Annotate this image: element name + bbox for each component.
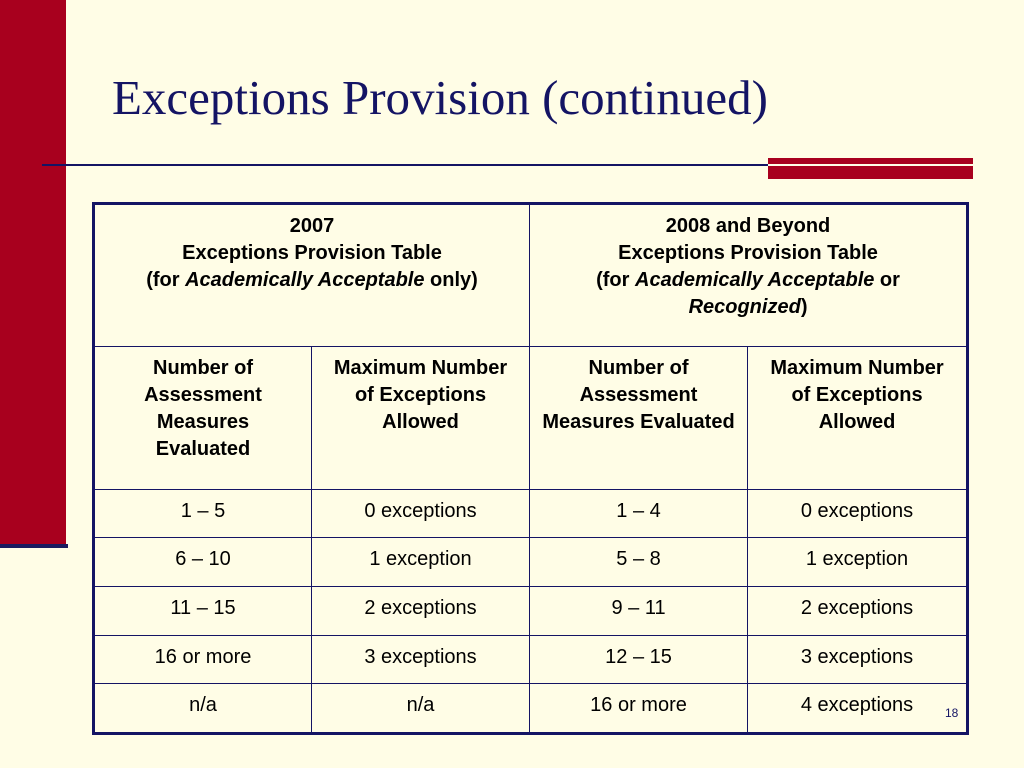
table-cell: 3 exceptions	[748, 635, 968, 684]
table-column-header-row	[94, 347, 968, 489]
exceptions-provision-table	[92, 202, 969, 735]
table-cell: 4 exceptions	[748, 684, 968, 734]
group-2007-scope-rating: Academically Acceptable	[185, 269, 425, 291]
group-2007-scope-suffix: only)	[424, 269, 478, 291]
group-2007-name: Exceptions Provision Table	[182, 242, 442, 264]
group-2008-name: Exceptions Provision Table	[618, 242, 878, 264]
table-cell: 9 – 11	[530, 587, 748, 636]
group-2008-scope-prefix: (for	[596, 269, 635, 291]
table-cell: n/a	[94, 684, 312, 734]
table-cell: 1 – 4	[530, 489, 748, 538]
table-row	[94, 538, 968, 587]
slide-title: Exceptions Provision (continued)	[112, 70, 768, 125]
table-cell: 1 exception	[312, 538, 530, 587]
table-cell: 0 exceptions	[748, 489, 968, 538]
left-accent-bar-edge	[0, 544, 68, 548]
title-divider-accent-line	[768, 164, 973, 166]
page-number: 18	[945, 706, 959, 720]
group-header-2008	[530, 204, 968, 347]
column-header: Number of Assessment Measures Evaluated	[94, 347, 312, 489]
group-2008-scope-line2	[542, 294, 954, 321]
group-2007-scope-prefix: (for	[146, 269, 186, 291]
group-2008-scope-suffix: )	[800, 296, 808, 318]
group-2008-scope	[542, 267, 954, 294]
table-row	[94, 489, 968, 538]
table-row	[94, 635, 968, 684]
table-cell: n/a	[312, 684, 530, 734]
table-cell: 2 exceptions	[748, 587, 968, 636]
table-cell: 12 – 15	[530, 635, 748, 684]
table-cell: 1 – 5	[94, 489, 312, 538]
table-cell: 2 exceptions	[312, 587, 530, 636]
column-header: Number of Assessment Measures Evaluated	[530, 347, 748, 489]
table-cell: 16 or more	[530, 684, 748, 734]
table-cell: 1 exception	[748, 538, 968, 587]
column-header: Maximum Number of Exceptions Allowed	[748, 347, 968, 489]
group-header-2007	[94, 204, 530, 347]
table-row	[94, 587, 968, 636]
column-header: Maximum Number of Exceptions Allowed	[312, 347, 530, 489]
title-divider-accent	[768, 158, 973, 179]
group-2008-scope-or: or	[874, 269, 900, 291]
group-2007-scope	[107, 267, 517, 294]
group-2008-year: 2008 and Beyond	[665, 215, 831, 237]
table-cell: 3 exceptions	[312, 635, 530, 684]
group-2007-year: 2007	[289, 215, 335, 237]
table-cell: 0 exceptions	[312, 489, 530, 538]
table-row	[94, 684, 968, 734]
group-2008-scope-rating-1: Academically Acceptable	[635, 269, 875, 291]
left-accent-bar	[0, 0, 66, 544]
table-cell: 6 – 10	[94, 538, 312, 587]
table-cell: 11 – 15	[94, 587, 312, 636]
table-group-header-row	[94, 204, 968, 347]
table-cell: 5 – 8	[530, 538, 748, 587]
table-cell: 16 or more	[94, 635, 312, 684]
group-2008-scope-rating-2: Recognized	[688, 296, 801, 318]
